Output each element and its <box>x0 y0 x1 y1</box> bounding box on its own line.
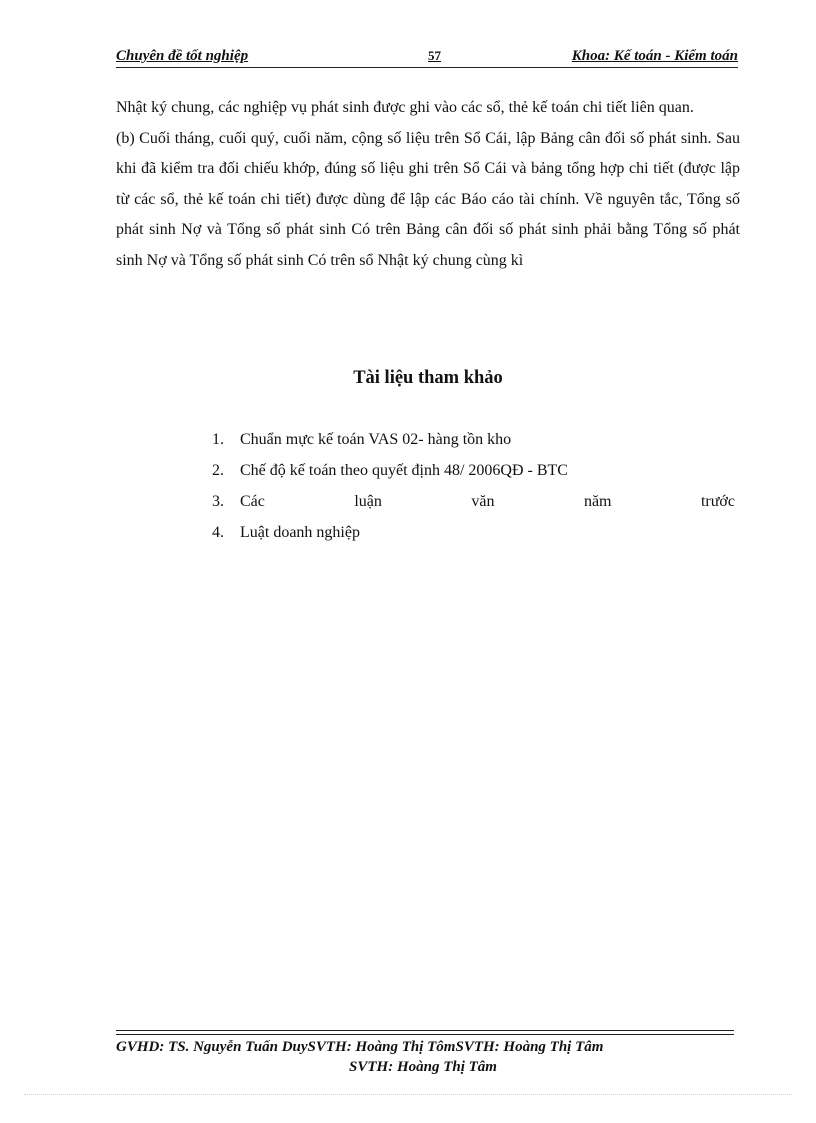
reference-word: Các <box>240 493 265 510</box>
footer-divider-top <box>116 1030 734 1031</box>
body-text <box>116 93 740 276</box>
header-page-number: 57 <box>428 48 441 63</box>
reference-word: văn <box>471 493 495 510</box>
reference-item <box>212 424 739 455</box>
reference-text-justified <box>240 486 735 517</box>
reference-number: 1. <box>212 431 224 448</box>
header-thesis-label: Chuyên đề tốt nghiệp <box>116 48 249 64</box>
reference-item <box>212 486 739 517</box>
reference-text: Chuẩn mực kế toán VAS 02- hàng tồn kho <box>240 431 512 448</box>
header-divider <box>116 67 738 68</box>
reference-word: trước <box>700 493 735 510</box>
references-list <box>212 424 739 548</box>
body-paragraph-1: Nhật ký chung, các nghiệp vụ phát sinh được ghi vào các sổ, thẻ kế toán chi tiết liên quan. <box>116 99 694 116</box>
page-footer <box>116 1037 734 1077</box>
reference-item <box>212 455 739 486</box>
reference-word: năm <box>583 493 612 510</box>
reference-number: 2. <box>212 462 224 479</box>
reference-number: 3. <box>212 493 224 510</box>
reference-text: Luật doanh nghiệp <box>240 524 360 541</box>
body-paragraph-2: (b) Cuối tháng, cuối quý, cuối năm, cộng số liệu trên Sổ Cái, lập Bảng cân đối số phát sinh. Sau khi đã kiểm tra đối chiếu khớp, đúng số liệu ghi trên Sổ Cái và bảng tổng hợp chi tiết (được lập từ các sổ, thẻ kế toán chi tiết) được dùng để lập các Báo cáo tài chính. Về nguyên tắc, Tổng số phát sinh Nợ và Tổng số phát sinh Có trên Bảng cân đối số phát sinh phải bằng Tổng số phát sinh Nợ và Tổng số phát sinh Có trên sổ Nhật ký chung cùng kì <box>116 129 740 269</box>
reference-number: 4. <box>212 524 224 541</box>
references-title: Tài liệu tham khảo <box>353 368 503 388</box>
header-faculty-label: Khoa: Kế toán - Kiểm toán <box>571 48 738 64</box>
footer-divider-bottom <box>116 1034 734 1035</box>
footer-line-2: SVTH: Hoàng Thị Tâm <box>349 1059 497 1075</box>
reference-word: luận <box>354 493 382 510</box>
reference-text: Chế độ kế toán theo quyết định 48/ 2006QĐ - BTC <box>240 462 568 479</box>
footer-line-1: GVHD: TS. Nguyễn Tuấn DuySVTH: Hoàng Thị TômSVTH: Hoàng Thị Tâm <box>116 1039 604 1055</box>
page-bottom-edge <box>24 1094 792 1095</box>
reference-item <box>212 517 739 548</box>
